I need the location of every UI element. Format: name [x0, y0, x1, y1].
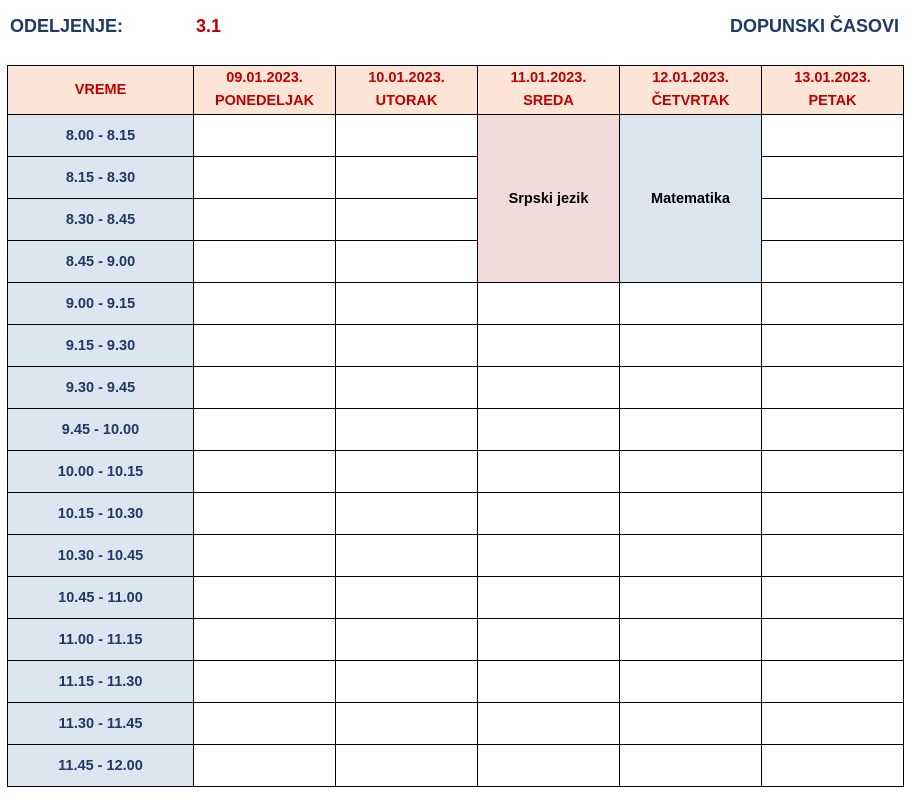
day-column-header	[194, 66, 336, 115]
table-row	[8, 325, 904, 367]
table-row	[8, 115, 904, 157]
table-row	[8, 619, 904, 661]
time-slot: 11.45 - 12.00	[8, 745, 194, 787]
empty-cell[interactable]	[194, 661, 336, 703]
empty-cell[interactable]	[762, 241, 904, 283]
table-row	[8, 241, 904, 283]
day-date: 09.01.2023.	[226, 70, 303, 86]
empty-cell[interactable]	[194, 577, 336, 619]
day-date: 12.01.2023.	[652, 70, 729, 86]
day-name: PETAK	[808, 93, 857, 109]
empty-cell[interactable]	[620, 325, 762, 367]
empty-cell[interactable]	[762, 115, 904, 157]
schedule-table	[7, 65, 904, 787]
empty-cell[interactable]	[336, 199, 478, 241]
empty-cell[interactable]	[336, 703, 478, 745]
page-title: DOPUNSKI ČASOVI	[729, 16, 899, 36]
empty-cell[interactable]	[620, 367, 762, 409]
empty-cell[interactable]	[478, 703, 620, 745]
table-row	[8, 577, 904, 619]
empty-cell[interactable]	[336, 493, 478, 535]
empty-cell[interactable]	[336, 157, 478, 199]
table-row	[8, 157, 904, 199]
empty-cell[interactable]	[620, 451, 762, 493]
empty-cell[interactable]	[336, 661, 478, 703]
empty-cell[interactable]	[478, 745, 620, 787]
empty-cell[interactable]	[620, 535, 762, 577]
empty-cell[interactable]	[478, 619, 620, 661]
time-slot: 8.45 - 9.00	[8, 241, 194, 283]
empty-cell[interactable]	[194, 283, 336, 325]
department-value: 3.1	[196, 16, 222, 36]
day-date: 10.01.2023.	[368, 70, 445, 86]
day-column-header	[336, 66, 478, 115]
empty-cell[interactable]	[194, 703, 336, 745]
table-row	[8, 745, 904, 787]
day-name: UTORAK	[375, 93, 438, 109]
empty-cell[interactable]	[762, 493, 904, 535]
empty-cell[interactable]	[762, 577, 904, 619]
empty-cell[interactable]	[620, 577, 762, 619]
time-column-header	[8, 66, 194, 115]
empty-cell[interactable]	[762, 745, 904, 787]
time-slot: 8.15 - 8.30	[8, 157, 194, 199]
empty-cell[interactable]	[194, 367, 336, 409]
empty-cell[interactable]	[478, 577, 620, 619]
empty-cell[interactable]	[336, 367, 478, 409]
empty-cell[interactable]	[336, 535, 478, 577]
time-slot: 9.15 - 9.30	[8, 325, 194, 367]
table-row	[8, 535, 904, 577]
time-slot: 11.15 - 11.30	[8, 661, 194, 703]
day-name: SREDA	[523, 93, 574, 109]
time-slot: 8.30 - 8.45	[8, 199, 194, 241]
empty-cell[interactable]	[620, 619, 762, 661]
session-matematika[interactable]: Matematika	[620, 115, 762, 283]
empty-cell[interactable]	[478, 367, 620, 409]
day-column-header	[762, 66, 904, 115]
time-slot: 10.45 - 11.00	[8, 577, 194, 619]
empty-cell[interactable]	[194, 199, 336, 241]
empty-cell[interactable]	[762, 157, 904, 199]
empty-cell[interactable]	[620, 703, 762, 745]
empty-cell[interactable]	[620, 409, 762, 451]
empty-cell[interactable]	[336, 451, 478, 493]
time-column-header-label: VREME	[74, 81, 127, 98]
time-slot: 9.45 - 10.00	[8, 409, 194, 451]
empty-cell[interactable]	[762, 325, 904, 367]
table-row	[8, 367, 904, 409]
time-slot: 11.00 - 11.15	[8, 619, 194, 661]
empty-cell[interactable]	[478, 283, 620, 325]
empty-cell[interactable]	[620, 493, 762, 535]
empty-cell[interactable]	[762, 619, 904, 661]
empty-cell[interactable]	[478, 409, 620, 451]
empty-cell[interactable]	[194, 325, 336, 367]
empty-cell[interactable]	[336, 283, 478, 325]
empty-cell[interactable]	[620, 661, 762, 703]
empty-cell[interactable]	[478, 493, 620, 535]
empty-cell[interactable]	[620, 745, 762, 787]
table-row	[8, 661, 904, 703]
empty-cell[interactable]	[762, 535, 904, 577]
day-column-header	[620, 66, 762, 115]
empty-cell[interactable]	[336, 577, 478, 619]
empty-cell[interactable]	[762, 283, 904, 325]
empty-cell[interactable]	[478, 535, 620, 577]
empty-cell[interactable]	[194, 451, 336, 493]
empty-cell[interactable]	[336, 619, 478, 661]
time-slot: 9.00 - 9.15	[8, 283, 194, 325]
time-slot: 10.15 - 10.30	[8, 493, 194, 535]
empty-cell[interactable]	[194, 535, 336, 577]
empty-cell[interactable]	[762, 199, 904, 241]
day-date: 13.01.2023.	[794, 70, 871, 86]
empty-cell[interactable]	[478, 661, 620, 703]
empty-cell[interactable]	[194, 157, 336, 199]
empty-cell[interactable]	[336, 241, 478, 283]
table-row	[8, 409, 904, 451]
empty-cell[interactable]	[194, 115, 336, 157]
empty-cell[interactable]	[194, 409, 336, 451]
empty-cell[interactable]	[762, 409, 904, 451]
empty-cell[interactable]	[194, 493, 336, 535]
session-srpski-jezik[interactable]: Srpski jezik	[478, 115, 620, 283]
day-date: 11.01.2023.	[510, 70, 587, 86]
department-label: ODELJENJE:	[10, 16, 124, 36]
table-row	[8, 493, 904, 535]
time-slot: 10.30 - 10.45	[8, 535, 194, 577]
time-slot: 10.00 - 10.15	[8, 451, 194, 493]
empty-cell[interactable]	[336, 745, 478, 787]
empty-cell[interactable]	[336, 115, 478, 157]
time-slot: 8.00 - 8.15	[8, 115, 194, 157]
table-row	[8, 199, 904, 241]
empty-cell[interactable]	[336, 409, 478, 451]
table-row	[8, 703, 904, 745]
empty-cell[interactable]	[762, 703, 904, 745]
empty-cell[interactable]	[478, 325, 620, 367]
empty-cell[interactable]	[478, 451, 620, 493]
table-row	[8, 451, 904, 493]
empty-cell[interactable]	[620, 283, 762, 325]
empty-cell[interactable]	[194, 745, 336, 787]
day-column-header	[478, 66, 620, 115]
page-header	[0, 0, 912, 60]
table-row	[8, 283, 904, 325]
day-name: ČETVRTAK	[651, 93, 730, 109]
empty-cell[interactable]	[194, 241, 336, 283]
time-slot: 9.30 - 9.45	[8, 367, 194, 409]
time-slot: 11.30 - 11.45	[8, 703, 194, 745]
header-row	[8, 66, 904, 115]
empty-cell[interactable]	[762, 367, 904, 409]
empty-cell[interactable]	[762, 451, 904, 493]
day-name: PONEDELJAK	[214, 93, 315, 109]
empty-cell[interactable]	[194, 619, 336, 661]
empty-cell[interactable]	[336, 325, 478, 367]
empty-cell[interactable]	[762, 661, 904, 703]
